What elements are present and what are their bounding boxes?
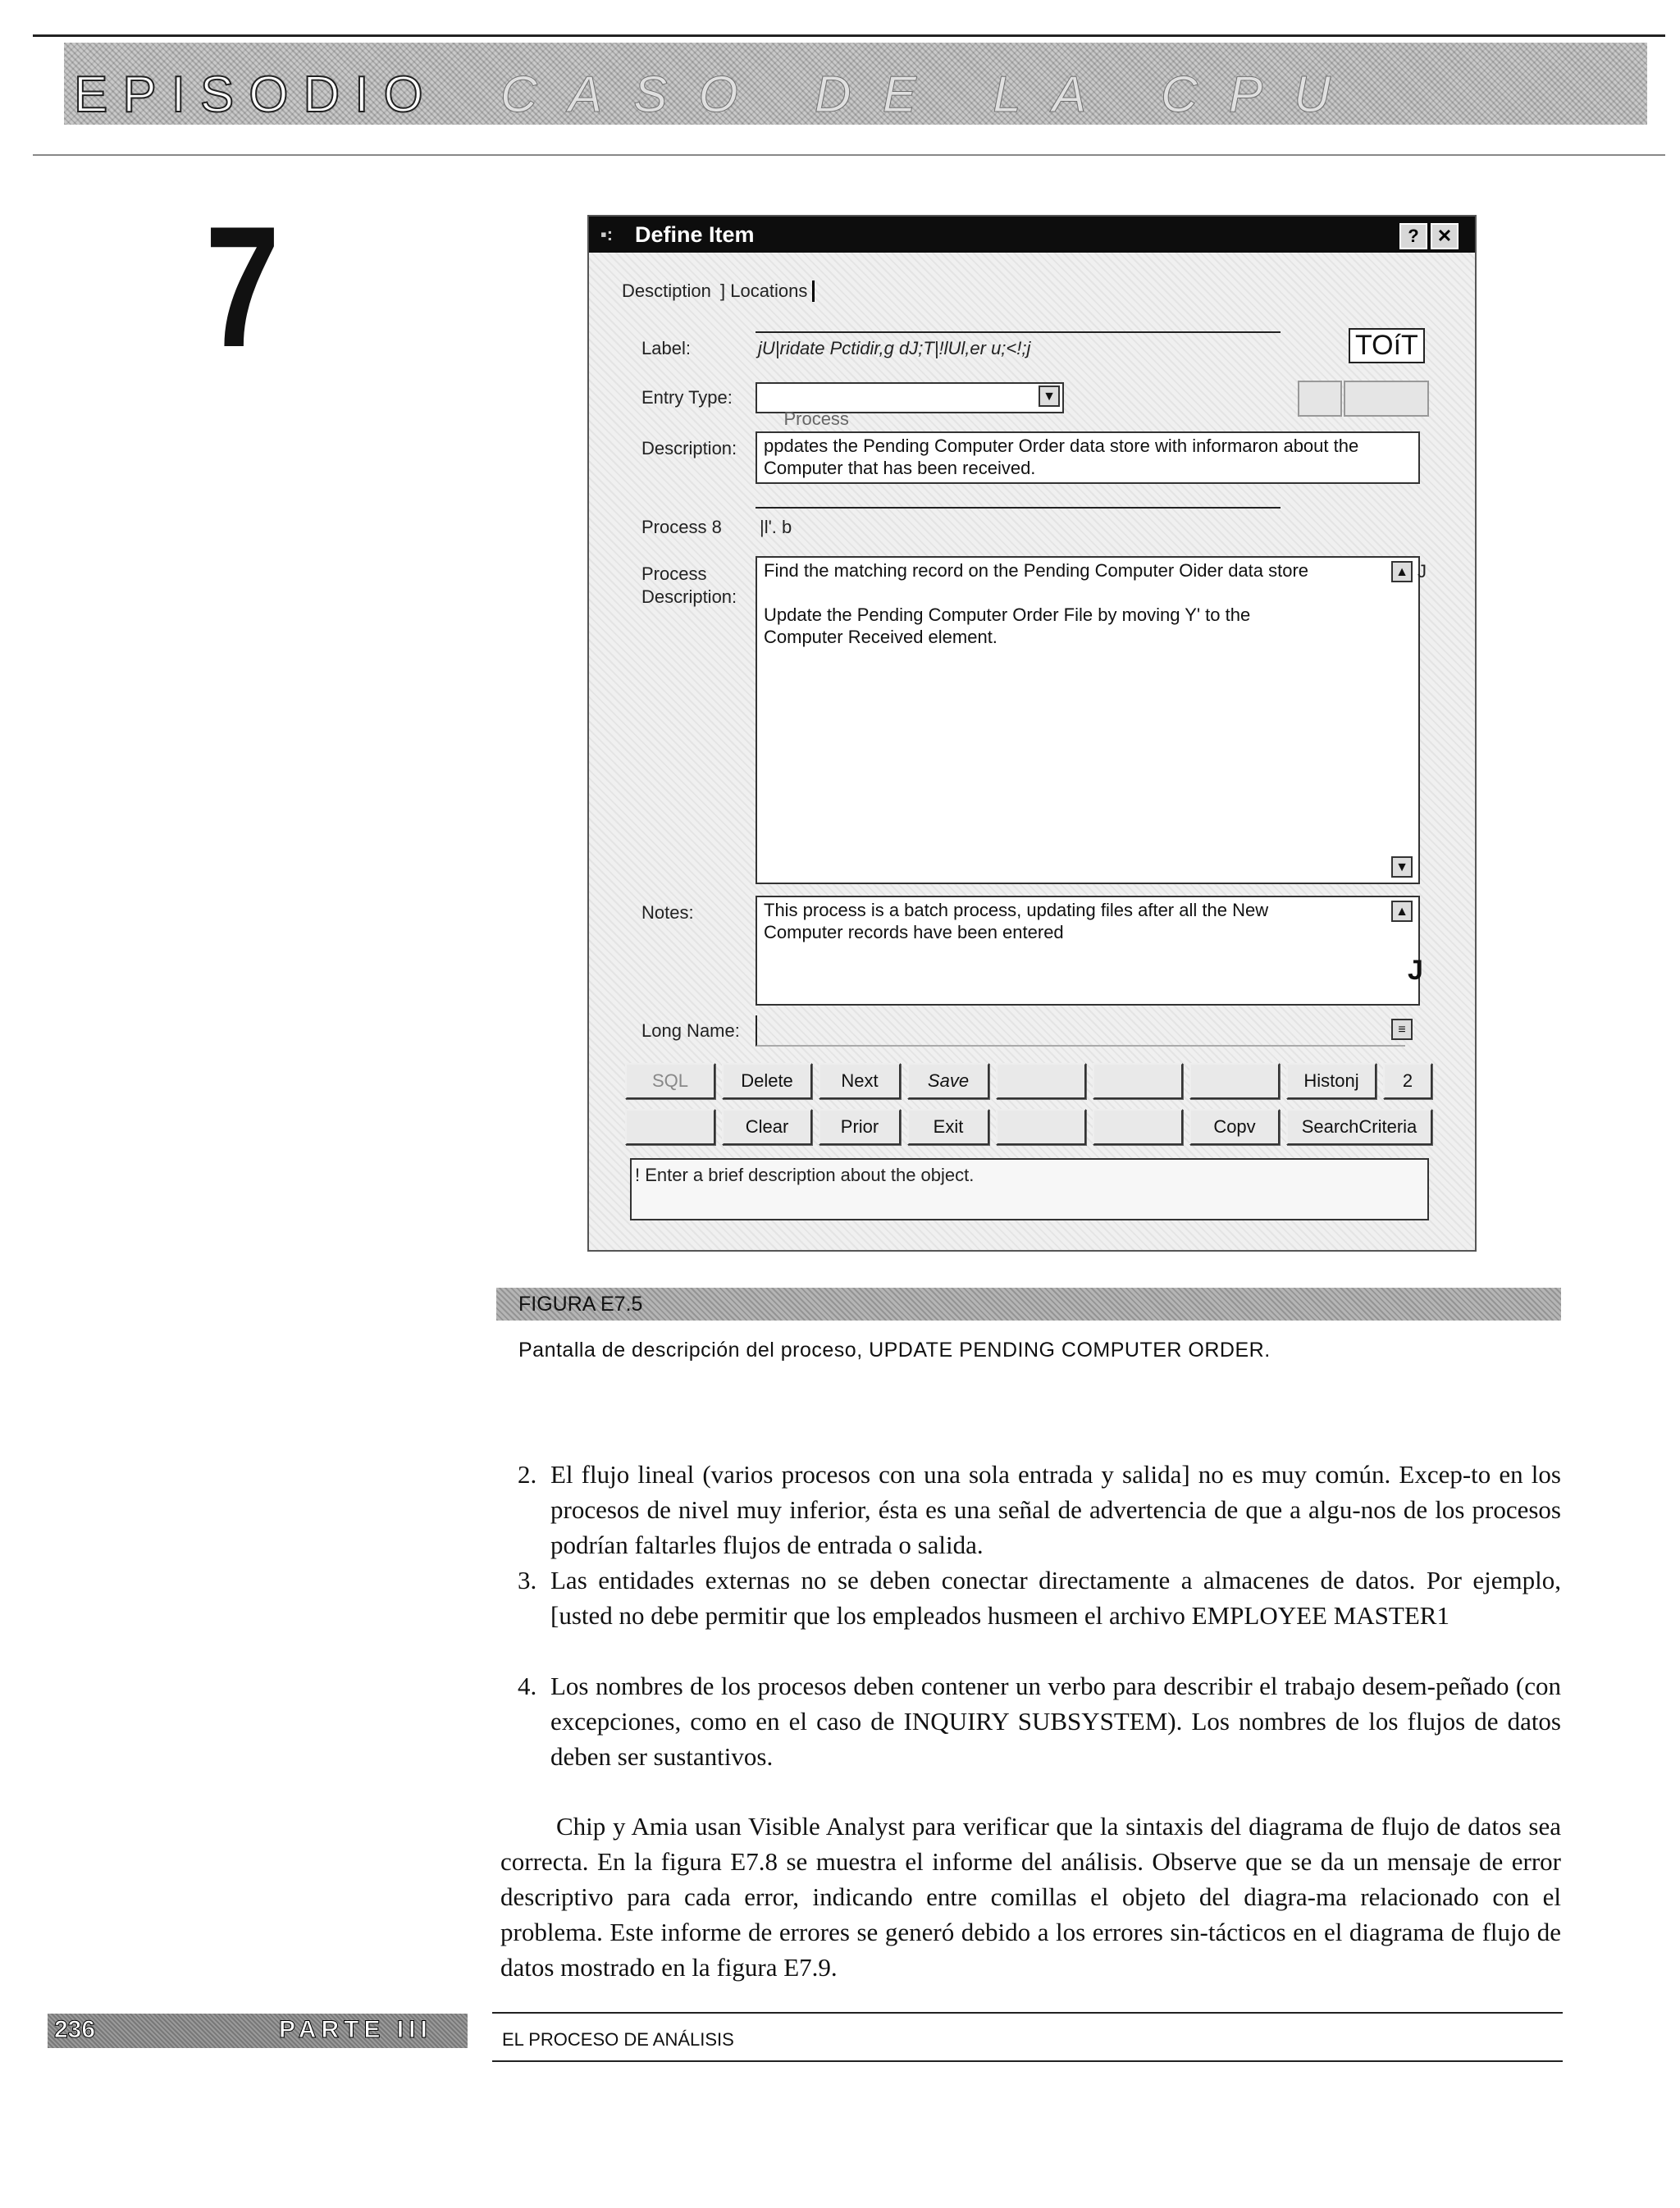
group-label: Desctiption <box>622 281 711 301</box>
figure-label-bar <box>496 1288 1561 1321</box>
section-title: EL PROCESO DE ANÁLISIS <box>502 2029 734 2050</box>
process-description-label: Process Description: <box>641 563 737 607</box>
long-name-label: Long Name: <box>641 1020 740 1041</box>
scroll-up-icon[interactable]: ▲ <box>1391 561 1413 582</box>
app-icon: ▪: <box>600 224 614 244</box>
chapter-number: 7 <box>205 190 281 383</box>
disabled-button-4[interactable] <box>625 1109 715 1145</box>
dialog-titlebar <box>589 217 1475 253</box>
notes-label: Notes: <box>641 902 694 923</box>
disabled-button-6[interactable] <box>1093 1109 1183 1145</box>
label-side-box: TOíT <box>1349 328 1425 363</box>
process-description-side-mark: J <box>1418 561 1427 582</box>
help-num-button[interactable]: 2 <box>1383 1063 1432 1099</box>
process-description-field[interactable]: Find the matching record on the Pending Computer Oider data store Update the Pending Computer Order File by moving Y' to the Computer Received element. <box>756 556 1420 884</box>
clear-button[interactable]: Clear <box>722 1109 812 1145</box>
disabled-button-1[interactable] <box>996 1063 1086 1099</box>
page-number: 236 <box>54 2016 96 2043</box>
figure-label: FIGURA E7.5 <box>518 1293 643 1316</box>
locations-tab[interactable]: ] Locations <box>720 281 815 302</box>
list-item-text: Los nombres de los procesos deben contener un verbo para describir el trabajo desem-peñado (con excepciones, como en el caso de INQUIRY SUBSYSTEM). Los nombres de los flujos de datos deben ser sustantivos. <box>550 1672 1561 1771</box>
list-item-number: 2. <box>518 1460 537 1489</box>
entry-type-select[interactable] <box>756 382 1064 429</box>
side-button-1[interactable] <box>1298 381 1342 417</box>
side-button-2[interactable] <box>1344 381 1429 417</box>
description-label: Description: <box>641 438 737 458</box>
list-item-text: El flujo lineal (varios procesos con una sola entrada y salida] no es muy común. Excep-to en los procesos de nivel muy inferior, ésta es una señal de advertencia de que a algu-nos de los procesos podrían faltarles flujos de entrada o salida. <box>550 1460 1561 1559</box>
episode-subtitle: CASO DE LA CPU <box>500 66 1362 123</box>
status-message: ! Enter a brief description about the object. <box>635 1165 975 1185</box>
next-button[interactable]: Next <box>819 1063 901 1099</box>
long-name-field[interactable] <box>756 1015 1405 1047</box>
episode-label: EPISODIO <box>74 66 438 123</box>
disabled-button-2[interactable] <box>1093 1063 1183 1099</box>
history-button[interactable]: Histonj <box>1286 1063 1376 1099</box>
exit-button[interactable]: Exit <box>907 1109 989 1145</box>
list-item <box>513 1457 1561 1562</box>
body-paragraph: Chip y Amia usan Visible Analyst para verificar que la sintaxis del diagrama de flujo de datos sea correcta. En la figura E7.8 se muestra el informe del análisis. Observe que se da un mensaje de error descriptivo para cada error, indicando entre comillas el objeto del diagra-ma relacionado con el problema. Este informe de errores se generó debido a los errores sin-tácticos en el diagrama de flujo de datos mostrado en la figura E7.9. <box>500 1812 1561 1982</box>
process-number-label: Process 8 <box>641 517 722 537</box>
list-item-number: 4. <box>518 1672 537 1700</box>
dialog-title: Define Item <box>635 222 755 247</box>
define-item-dialog <box>587 215 1477 1252</box>
copy-button[interactable]: Copv <box>1189 1109 1280 1145</box>
prior-button[interactable]: Prior <box>819 1109 901 1145</box>
close-button[interactable]: ✕ <box>1431 223 1459 249</box>
save-button[interactable]: Save <box>907 1063 989 1099</box>
list-item <box>513 1668 1561 1774</box>
footer-rule-bottom <box>492 2060 1563 2062</box>
long-name-scroll-icon[interactable]: ≡ <box>1391 1019 1413 1040</box>
chevron-down-icon[interactable]: ▼ <box>1039 385 1060 407</box>
list-item-text: Las entidades externas no se deben conectar directamente a almacenes de datos. Por ejemplo, [usted no debe permitir que los empleados husmeen el archivo EMPLOYEE MASTER1 <box>550 1566 1561 1630</box>
label-field-border <box>756 331 1281 333</box>
disabled-button-3[interactable] <box>1189 1063 1280 1099</box>
footer-rule-top <box>492 2012 1563 2014</box>
description-field[interactable]: ppdates the Pending Computer Order data store with informaron about the Computer that has been received. <box>756 431 1420 484</box>
sql-button[interactable]: SQL <box>625 1063 715 1099</box>
top-rule <box>33 34 1665 37</box>
part-label: PARTE III <box>279 2016 432 2043</box>
figure-caption: Pantalla de descripción del proceso, UPDATE PENDING COMPUTER ORDER. <box>518 1339 1271 1362</box>
notes-scroll-up-icon[interactable]: ▲ <box>1391 901 1413 922</box>
banner-rule <box>33 154 1665 156</box>
status-bar <box>630 1158 1429 1220</box>
disabled-button-5[interactable] <box>996 1109 1086 1145</box>
label-label: Label: <box>641 338 691 358</box>
search-criteria-button[interactable]: SearchCriteria <box>1286 1109 1432 1145</box>
entry-type-value: Process <box>783 408 849 429</box>
entry-type-label: Entry Type: <box>641 387 733 408</box>
notes-side-mark: J <box>1408 955 1423 986</box>
process-number-field[interactable]: |l'. b <box>760 517 792 537</box>
list-item <box>513 1562 1561 1633</box>
scroll-down-icon[interactable]: ▼ <box>1391 856 1413 878</box>
notes-field[interactable]: This process is a batch process, updating files after all the New Computer records have been entered <box>756 896 1420 1006</box>
help-button[interactable]: ? <box>1399 223 1427 249</box>
process-number-border <box>756 507 1281 509</box>
label-field[interactable]: jU|ridate Pctidir,g dJ;T|!lUl,er u;<!;j <box>758 338 1031 358</box>
list-item-number: 3. <box>518 1566 537 1594</box>
delete-button[interactable]: Delete <box>722 1063 812 1099</box>
